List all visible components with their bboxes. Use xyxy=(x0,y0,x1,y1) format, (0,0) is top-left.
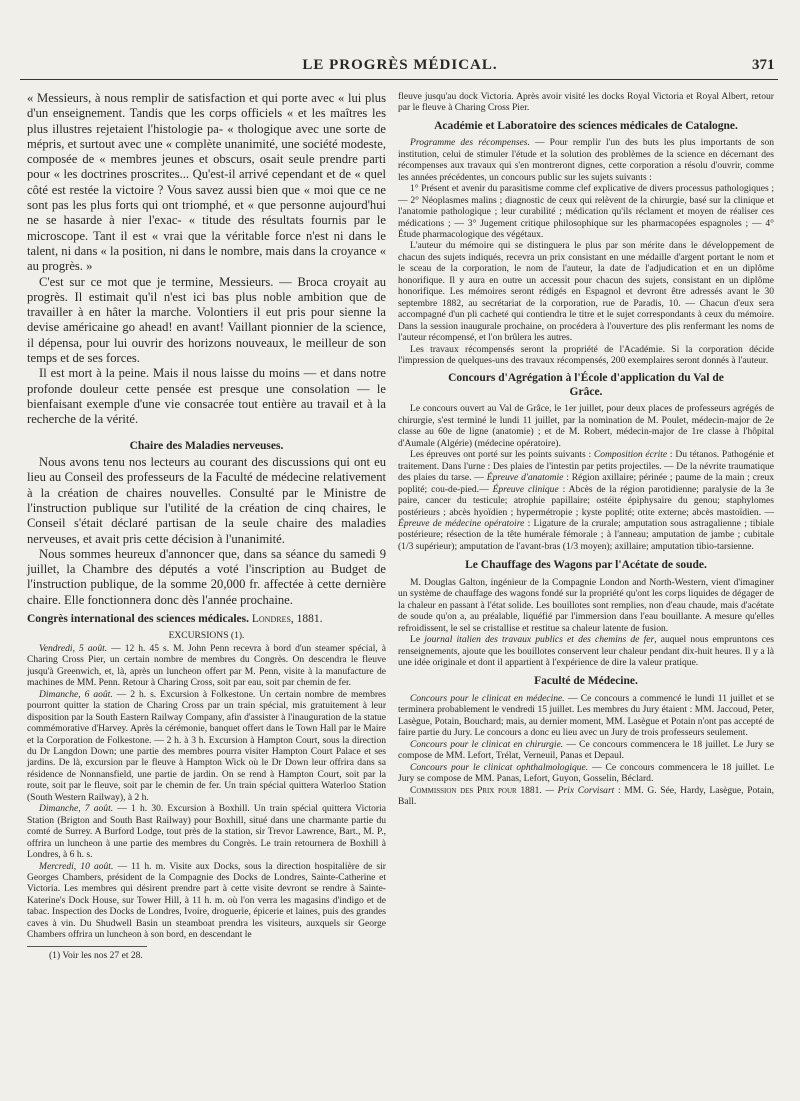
mercredi-day: Mercredi, 10 août. xyxy=(39,860,114,872)
congres-place: Londres, 1881. xyxy=(251,613,323,625)
page-number: 371 xyxy=(752,57,775,73)
chauffage-paragraph-1: M. Douglas Galton, ingénieur de la Compagnie London and North-Western, vient d'imaginer un système de chauffage des wagons fondé sur la propriété qu'ont les corps liquides de dégager de la chaleur en passant à l'état solide. Les bouillotes sont remplies, non d'eau chaude, mais d'acétate de soude qu'on a, au préalable, liquéfié par l'immersion dans l'eau bouillante. A mesure qu'elles refroidissent, le sel se cristallise et restitue sa chaleur latente de fusion. xyxy=(398,576,774,634)
clinicat-ophtalmo-text: — Ce concours commencera le 18 juillet. Le Jury se compose de MM. Panas, Lefort, Guyon, Gosselin, Béclard. xyxy=(398,761,774,785)
chaire-heading: Chaire des Maladies nerveuses. xyxy=(129,439,284,452)
congres-heading-line xyxy=(27,613,386,627)
agregation-anatomie-label: Épreuve d'anatomie xyxy=(486,472,564,484)
agregation-heading: Concours d'Agrégation à l'École d'application du Val de Grâce. xyxy=(448,372,724,398)
commission-prix-label: Commission des Prix pour 1881. xyxy=(410,784,542,796)
academie-paragraph-1 xyxy=(398,137,774,183)
clinicat-chirurgie-paragraph xyxy=(398,739,774,762)
right-column xyxy=(398,91,774,808)
agregation-text-c: : Région axillaire; périnée ; paume de la main ; creux poplité; cou-de-pied.— xyxy=(398,472,774,495)
broca-paragraph-3: Il est mort à la peine. Mais il nous laisse du moins — et dans notre profonde douleur cette pensée est presque une consolation — le bienfaisant exemple d'une vie consacrée tout entière au travail et à la recherche de la vérité. xyxy=(27,366,386,427)
chauffage-heading: Le Chauffage des Wagons par l'Acétate de soude. xyxy=(465,559,707,572)
clinicat-chirurgie-label: Concours pour le clinicat en chirurgie. xyxy=(410,738,564,750)
agregation-text-e: : Ligature de la crurale; amputation sous astragalienne ; tibiale postérieure; résection de la tête humérale fémorale ; à l'anneau; amputation de jambe ; cubitale (1/3 supérieur); amputation de l'avant-bras (1/3 moyen); axillaire; amputation tibio-tarsienne. xyxy=(398,518,774,552)
dimanche-day: Dimanche, 6 août. xyxy=(39,688,113,700)
chaire-paragraph-1: Nous avons tenu nos lecteurs au courant des discussions qui ont eu lieu au Conseil des professeurs de la Faculté de médecine relativement à la création de chaires nouvelles. Consulté par le Ministre de l'instruction publique sur l'utilité de la création de cinq chaires, le Conseil s'était déclaré partisan de la seule chaire des maladies nerveuses, et avait pris cette décision à l'unanimité. xyxy=(27,455,386,546)
broca-quote-paragraph: « Messieurs, à nous remplir de satisfaction et qui porte avec « lui plus d'un enseignement. Tandis que les corps officiels « et les maîtres les plus illustres rejetaient l'histologie pa- « thologique avec une sorte de mépris, et surtout avec une « complète unanimité, une société modeste, composée de « membres jeunes et obscurs, osait seule prendre parti pour « les doctrines proscrites... Qu'est-il arrivé cependant et de « quel côté est restée la victoire ? Vous savez aussi bien que « moi que ce ne sont pas les plus forts qui ont triomphé, et « que personne aujourd'hui ne se hasarde à nier l'exac- « titude des résultats fournis par le microscope. Tant il est « vrai que la véritable force n'est ni dans le talent, ni dans « la position, ni dans le nombre, mais dans la croyance « au progrès. » xyxy=(27,91,386,274)
footnote: (1) Voir les nos 27 et 28. xyxy=(49,949,143,961)
dimanche2-day: Dimanche, 7 août. xyxy=(39,803,114,815)
chauffage-paragraph-2 xyxy=(398,634,774,668)
academie-paragraph-1-text: — Pour remplir l'un des buts les plus importants de son institution, celui de stimuler l'étude et la solution des problèmes de la science en décernant des récompenses aux travaux qui s'en montreront dignes, cette corporation a résolu d'ouvrir, comme les années précédentes, un concours public sur les sujets suivants : xyxy=(398,137,775,183)
excursions-subheading: EXCURSIONS (1). xyxy=(168,629,245,641)
academie-paragraph-2: 1° Présent et avenir du parasitisme comme clef explicative de divers processus pathologiques ; — 2° Néoplasmes malins ; diagnostic de ceux qui relèvent de la chirurgie, basé sur la clinique et l'anatomie pathologique ; leur curabilité ; médication qu'ils réclament et moyen de réaliser ces médications ; — 3° Jugement critique philosophique sur les pharmacopées espagnoles ; — 4° Étude pharmacologique des végétaux. xyxy=(398,183,774,241)
commission-prix-text: : MM. G. Sée, Hardy, Lasègue, Potain, Ball. xyxy=(398,784,775,808)
agregation-paragraph-1: Le concours ouvert au Val de Grâce, le 1er juillet, pour deux places de professeurs agrégés de chirurgie, s'est terminé le lundi 11 juillet, par la nomination de M. Poulet, médecin-major de 2e classe au 60e de ligne (anatomie) ; et de M. Robert, médecin-major de 1re classe à l'hôpital d'Aumale (Algérie) (médecine opératoire). xyxy=(398,403,774,449)
commission-prix-paragraph xyxy=(398,785,774,808)
chauffage-text-b: , auquel nous empruntons ces renseignements, ajoute que les bouillotes conservent leur chaleur pendant dix-huit heures. Il y a là une idée originale et dont il appartient à l'expérience de dire la valeur pratique. xyxy=(398,634,774,669)
clinicat-medecine-paragraph xyxy=(398,693,774,739)
agregation-text-d: : Abcès de la région parotidienne; paralysie de la 3e paire, cancer du testicule; atrophie papillaire; ostéite épiphysaire du genou; staphylomes postérieurs ; abcès hyoïdien ; hypermétropie ; kyste poplité; otite externe; abcès mastoïdien. — xyxy=(398,483,775,518)
dimanche-text: — 2 h. s. Excursion à Folkestone. Un certain nombre de membres pourront quitter la station de Charing Cross par un train spécial, mis gratuitement à leur disposition par la South Eastern Railway Company, afin d'assister à l'inauguration de la statue commémorative d'Harvey. Après la cérémonie, banquet offert dans le Town Hall par le Maire et la Corporation de Folkestone. — 2 h. à 3 h. Excursion à Hampton Court, sous la direction du Dr Langdon Down; une partie des membres pourra visiter Hampton Court Palace et ses jardins. De là, excursion par le fleuve à Hampton Wick où le Dr Down leur offrira dans sa résidence de Nonnansfield, une partie de jardin. On se rend à Hampton Court, soit par la route, soit par le fleuve, soit par le chemin de fer. Un train spécial quittera Waterloo Station (South Western Railway), à 2 h. xyxy=(27,688,386,803)
chaire-paragraph-2: Nous sommes heureux d'annoncer que, dans sa séance du samedi 9 juillet, la Chambre des députés a voté l'inscription au Budget de l'instruction publique, de la somme 20,000 fr. affectée à cette dernière chaire. Elle fonctionnera donc dès l'année prochaine. xyxy=(27,546,386,607)
dimanche2-paragraph xyxy=(27,803,386,860)
agregation-text-b: : Du tétanos. Pathogénie et traitement. Dans l'urne : Des plaies de l'intestin par petits projectiles. — De la névrite traumatique des plaies du tarse. — xyxy=(398,449,774,484)
clinicat-chirurgie-text: — Ce concours commencera le 18 juillet. Le Jury se compose de MM. Lefort, Trélat, Verneuil, Panas et Depaul. xyxy=(398,738,774,762)
broca-paragraph-2: C'est sur ce mot que je termine, Messieurs. — Broca croyait au progrès. Il estimait qu'il n'est ici bas plus noble ambition que de travailler à en hâter la marche. Volontiers il eut pris pour sienne la devise américaine go ahead! en avant! Vaillant pionnier de la science, il dépensa, pour lui ouvrir des horizons nouveaux, le meilleur de son temps et de ses forces. xyxy=(27,274,386,366)
academie-programme-label: Programme des récompenses. xyxy=(410,137,530,149)
agregation-clinique-label: Épreuve clinique xyxy=(492,483,559,495)
agregation-text-a: Les épreuves ont porté sur les points suivants : xyxy=(410,449,594,461)
congres-heading: Congrès international des sciences médicales. xyxy=(27,613,249,625)
vendredi-text: — 12 h. 45 s. M. John Penn recevra à bord d'un steamer spécial, à Charing Cross Pier, un certain nombre de membres du Congrès. On descendra le fleuve jusqu'à Greenwich, et, là, après un luncheon offert par M. Penn, visite à la manufacture de machines de MM. Penn. Retour à Charing Cross, soit par eau, soit par chemin de fer. xyxy=(27,642,386,689)
dimanche-paragraph xyxy=(27,689,386,804)
academie-paragraph-4: Les travaux récompensés seront la propriété de l'Académie. Si la corporation décide l'impression de quelques-uns des travaux récompensés, 200 exemplaires seront donnés à l'auteur. xyxy=(398,343,774,367)
dimanche2-text: — 1 h. 30. Excursion à Boxhill. Un train spécial quittera Victoria Station (Brigton and South Bast Railway) pour Boxhill, situé dans une charmante partie du comté de Surrey. A Burford Lodge, tout près de la station, sir Trevor Lawrence, Bart., M. P., offrira un luncheon à une partie des membres du Congrès. Le train retournera de Boxhill à Londres, à 6 h. s. xyxy=(27,803,387,861)
header-rule xyxy=(20,79,778,80)
vendredi-paragraph xyxy=(27,643,386,689)
clinicat-medecine-label: Concours pour le clinicat en médecine. xyxy=(410,692,565,704)
mercredi-paragraph xyxy=(27,861,386,941)
running-header-title: LE PROGRÈS MÉDICAL. xyxy=(302,57,498,73)
agregation-composition-label: Composition écrite xyxy=(593,449,668,461)
vendredi-day: Vendredi, 5 août. xyxy=(39,642,108,654)
clinicat-ophtalmo-label: Concours pour le clinicat ophthalmologique. xyxy=(410,761,589,773)
clinicat-ophtalmo-paragraph xyxy=(398,762,774,785)
docks-continuation: fleuve jusqu'au dock Victoria. Après avoir visité les docks Royal Victoria et Royal Albert, retour par le fleuve à Charing Cross Pier. xyxy=(398,91,774,114)
chauffage-journal-title: journal italien des travaux publics et des chemins de fer xyxy=(424,634,655,646)
clinicat-medecine-text: — Ce concours a commencé le lundi 11 juillet et se terminera probablement le vendredi 15 juillet. Les membres du Jury étaient : MM. Jaccoud, Peter, Lasègue, Potain, Bouchard; mais, au dernier moment, MM. Lasègue et Potain n'ont pas accepté de faire partie du Jury. Le concours a donc eu lieu avec un Jury de trois professeurs seulement. xyxy=(398,692,774,739)
faculte-heading: Faculté de Médecine. xyxy=(534,675,638,688)
mercredi-text: — 11 h. m. Visite aux Docks, sous la direction hospitalière de sir Georges Chambers, président de la Compagnie des Docks de Londres, Sainte-Catherine et Victoria. Les membres qui désirent prendre part à cette visite devront se rendre à Sainte-Katerine's Dock House, sur Tower Hill, à 11 h. m. où l'on verra les magasins d'indigo et de tabac. Inspection des Docks de Londres, Ivoire, droguerie, épicerie et laines, puis des grandes caves à vin. Du Shudwell Basin un steamboat prendra les visiteurs, auxquels sir George Chambers offrira un luncheon à son bord, en descendant le xyxy=(27,860,386,941)
agregation-paragraph-2 xyxy=(398,449,774,552)
chauffage-text-a: Le xyxy=(410,634,425,646)
agregation-medecine-label: Épreuve de médecine opératoire xyxy=(398,518,525,529)
footnote-rule xyxy=(27,946,147,947)
academie-heading: Académie et Laboratoire des sciences médicales de Catalogne. xyxy=(434,119,738,132)
left-column xyxy=(27,91,386,961)
prix-corvisart-label: — Prix Corvisart xyxy=(541,784,615,796)
academie-paragraph-3: L'auteur du mémoire qui se distinguera le plus par son mérite dans le développement de chacun des sujets indiqués, recevra un prix consistant en une médaille d'argent portant le nom et le sceau de la corporation, le nom de l'auteur, la date de l'adjudication et en un diplôme honorifique. Il y aura en outre un accessit pour chacun des sujets, consistant en un diplôme honorifique. Les mémoires seront rédigés en Espagnol et devront être adressés avant le 30 septembre 1882, au secrétariat de la corporation, rue de Paradis, 10. — Chacun d'eux sera accompagné d'un pli cacheté qui contiendra le titre et le sujet correspondants à ceux du mémoire. Dans la session inaugurale prochaine, on procédera à l'ouverture des plis renfermant les noms de l'auteur récompensé, et l'on brûlera les autres. xyxy=(398,240,774,344)
